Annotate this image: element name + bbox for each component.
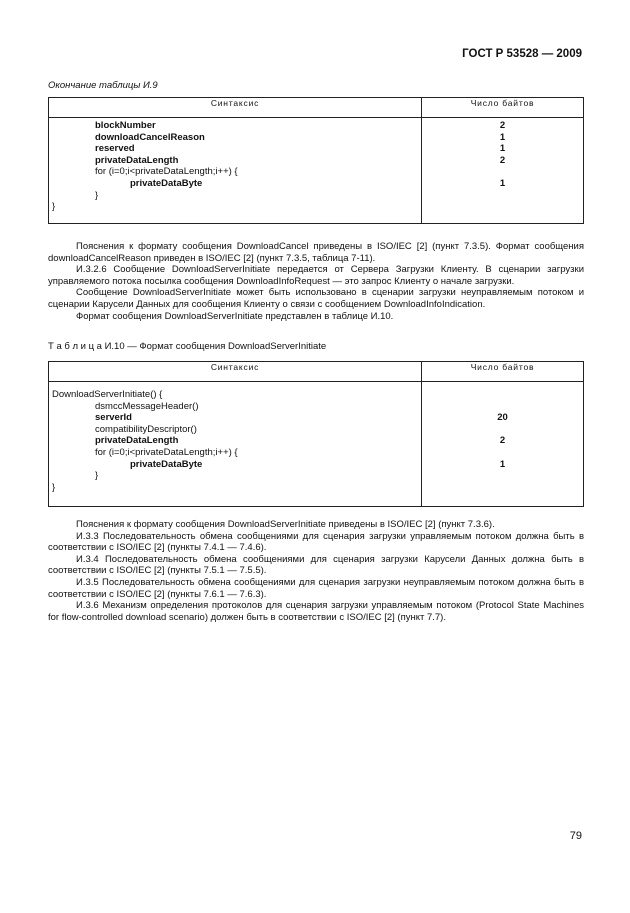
- table-row: reserved: [95, 143, 135, 155]
- table-row: downloadCancelReason: [95, 131, 205, 143]
- table2-caption: [48, 341, 326, 352]
- explanation-block-1: [48, 241, 584, 322]
- byte-count: [422, 470, 583, 482]
- table-row: serverId: [95, 412, 132, 424]
- byte-count: [422, 424, 583, 436]
- table-row: privateDataByte: [130, 458, 203, 470]
- byte-count: [422, 389, 583, 401]
- table1: [48, 97, 584, 224]
- table-row: }: [52, 481, 56, 493]
- table-row: privateDataLength: [95, 435, 179, 447]
- table-row: blockNumber: [95, 120, 156, 131]
- paragraph: И.3.3 Последовательность обмена сообщениями для сценария загрузки управляемым потоком должна быть в соответствии с ISO/IEC [2] (пункты 7.4.1 — 7.4.6).: [48, 530, 584, 554]
- byte-count: [422, 482, 583, 494]
- table-row: privateDataLength: [95, 154, 179, 166]
- table1-col-bytes: Число байтов: [422, 98, 584, 118]
- paragraph: И.3.6 Механизм определения протоколов для сценария загрузки управляемым потоком (Protocol State Machines for flow-controlled download scenario) должен быть в соответствии с ISO/IEC [2] (пункт 7.7).: [48, 600, 584, 623]
- paragraph: И.3.4 Последовательность обмена сообщениями для сценария загрузки Карусели Данных должна быть в соответствии с ISO/IEC [2] (пункты 7.5.1 — 7.5.5).: [48, 553, 584, 577]
- paragraph: И.3.5 Последовательность обмена сообщениями для сценария загрузки неуправляемым потоком должна быть в соответствии с ISO/IEC [2] (пункты 7.6.1 — 7.6.3).: [48, 576, 584, 600]
- byte-count: 1: [499, 458, 506, 470]
- table-row: for (i=0;i<privateDataLength;i++) {: [95, 446, 238, 458]
- table-row: dsmccMessageHeader(): [95, 400, 199, 412]
- byte-count: 2: [499, 120, 506, 131]
- table-row: compatibilityDescriptor(): [95, 423, 197, 435]
- paragraph: Сообщение DownloadServerInitiate может быть использовано в сценарии загрузки неуправляемым потоком и сценарии Карусели Данных для сообщения Клиенту о связи с сообщением DownloadInfoIndication.: [48, 287, 584, 310]
- explanation-block-2: [48, 519, 584, 623]
- table2-col-bytes: Число байтов: [422, 362, 584, 382]
- table1-caption: Окончание таблицы И.9: [48, 80, 158, 91]
- table-row: for (i=0;i<privateDataLength;i++) {: [95, 166, 238, 178]
- byte-count: [422, 201, 583, 213]
- table-row: DownloadServerInitiate() {: [52, 389, 163, 400]
- table-row: }: [52, 201, 56, 213]
- table-row: }: [95, 189, 99, 201]
- byte-count: 1: [499, 131, 506, 143]
- table2-caption-label: Т а б л и ц а: [48, 341, 102, 352]
- byte-count: 2: [499, 435, 506, 447]
- byte-count: 1: [499, 143, 506, 155]
- paragraph: И.3.2.6 Сообщение DownloadServerInitiate передается от Сервера Загрузки Клиенту. В сценарии загрузки управляемого потока посылка сообщения DownloadInfoRequest — это запрос Клиенту о начале загрузки.: [48, 264, 584, 287]
- byte-count: [422, 447, 583, 459]
- byte-count: 2: [499, 154, 506, 166]
- byte-count: [422, 166, 583, 178]
- byte-count: [422, 190, 583, 202]
- byte-count: [422, 401, 583, 413]
- paragraph: Формат сообщения DownloadServerInitiate представлен в таблице И.10.: [76, 310, 394, 322]
- table-row: privateDataByte: [130, 177, 203, 189]
- table2-caption-text: И.10 — Формат сообщения DownloadServerInitiate: [104, 341, 327, 352]
- table1-col-syntax: Синтаксис: [49, 98, 422, 118]
- byte-count: 1: [499, 177, 506, 189]
- table2-col-syntax: Синтаксис: [49, 362, 422, 382]
- page-number: 79: [569, 830, 582, 842]
- paragraph: Пояснения к формату сообщения DownloadServerInitiate приведены в ISO/IEC [2] (пункт 7.3.6).: [76, 519, 495, 530]
- byte-count: 20: [497, 412, 508, 424]
- table2: [48, 361, 584, 507]
- standard-number: ГОСТ Р 53528 — 2009: [462, 48, 582, 60]
- paragraph: Пояснения к формату сообщения DownloadCancel приведены в ISO/IEC [2] (пункт 7.3.5). Формат сообщения downloadCancelReason приведен в ISO/IEC [2] (пункт 7.3.5, таблица 7-11).: [48, 241, 584, 264]
- table-row: }: [95, 470, 99, 482]
